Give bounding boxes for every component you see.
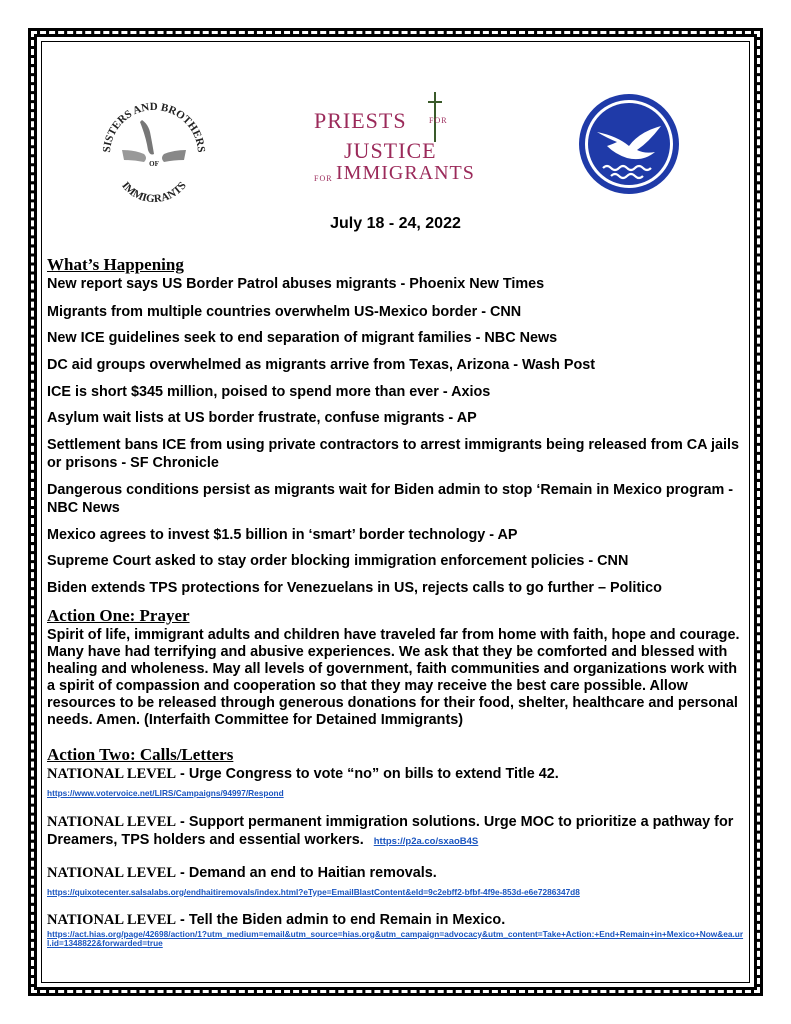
news-item: Asylum wait lists at US border frustrate, confuse migrants - AP (47, 410, 477, 426)
date-range: July 18 - 24, 2022 (330, 215, 461, 232)
call-item (47, 865, 747, 900)
pj-logo-line1: PRIESTS (314, 108, 407, 133)
call-link[interactable]: https://p2a.co/sxaoB4S (373, 835, 479, 847)
call-level: NATIONAL LEVEL (47, 814, 177, 830)
news-item: Supreme Court asked to stay order blocking immigration enforcement policies - CNN (47, 553, 629, 569)
whats-happening-heading: What’s Happening (47, 255, 184, 274)
priests-for-justice-logo (314, 90, 474, 190)
call-link[interactable]: https://quixotecenter.salsalabs.org/endhaitiremovals/index.html?eType=EmailBlastContent&eId=9c2ebff2-bfbf-4f9e-853d-e6e7286347d8 (47, 886, 580, 897)
action-one-heading: Action One: Prayer (47, 606, 190, 625)
news-item: Settlement bans ICE from using private contractors to arrest immigrants being released from CA jails or prisons - SF Chronicle (47, 437, 739, 471)
hand-icon (122, 150, 146, 162)
news-item: Mexico agrees to invest $1.5 billion in ‘smart’ border technology - AP (47, 527, 518, 543)
dove-logo (577, 92, 681, 196)
call-item (47, 766, 747, 801)
hand-icon (140, 120, 154, 155)
svg-text:SISTERS AND BROTHERS (101, 101, 207, 153)
call-item (47, 814, 747, 850)
svg-text:IMMIGRANTS (119, 180, 188, 205)
call-link[interactable]: https://act.hias.org/page/42698/action/1?utm_medium=email&utm_source=hias.org&utm_campaign=advocacy&utm_content=Take+Action:+End+Remain+in+Mexico+Now&ea.url.id=1348822&forwarded=true (47, 928, 744, 948)
pj-logo-line3: IMMIGRANTS (336, 162, 475, 184)
pj-logo-for2: FOR (314, 174, 333, 183)
news-item: ICE is short $345 million, poised to spend more than ever - Axios (47, 384, 491, 400)
sisters-brothers-logo (92, 92, 217, 210)
sb-logo-top-text: SISTERS AND BROTHERS (100, 100, 208, 153)
sb-logo-of-text: OF (149, 160, 159, 168)
pj-logo-for1: FOR (429, 116, 448, 125)
action-two-heading: Action Two: Calls/Letters (47, 745, 234, 764)
call-level: NATIONAL LEVEL (47, 912, 177, 928)
prayer-text: Spirit of life, immigrant adults and children have traveled far from home with faith, hope and courage. Many have had terrifying and abusive experiences. We ask that they be comforted and blessed with healing and wholeness. May all levels of government, faith communities and organizations work with a spirit of compassion and cooperation so that they may receive the best care possible. Allow resources to be released through generous donations for their food, shelter, healthcare and personal needs. Amen. (Interfaith Committee for Detained Immigrants) (47, 627, 740, 728)
news-item: Dangerous conditions persist as migrants wait for Biden admin to stop ‘Remain in Mexico program - NBC News (47, 482, 734, 516)
sb-logo-bottom-text: IMMIGRANTS (119, 179, 189, 206)
call-link[interactable]: https://www.votervoice.net/LIRS/Campaigns/94997/Respond (47, 787, 284, 798)
news-item: Migrants from multiple countries overwhelm US-Mexico border - CNN (47, 304, 522, 320)
hand-icon (162, 150, 186, 162)
news-item: New ICE guidelines seek to end separation of migrant families - NBC News (47, 330, 558, 346)
news-item: New report says US Border Patrol abuses migrants - Phoenix New Times (47, 276, 545, 292)
dove-icon (577, 92, 681, 196)
call-text: - Demand an end to Haitian removals. (176, 865, 437, 881)
news-item: DC aid groups overwhelmed as migrants arrive from Texas, Arizona - Wash Post (47, 357, 596, 373)
news-item: Biden extends TPS protections for Venezuelans in US, rejects calls to go further – Politico (47, 580, 662, 596)
call-text: - Support permanent immigration solutions. Urge MOC to prioritize a pathway for Dreamers, TPS holders and essential workers. (47, 814, 734, 848)
call-text: - Tell the Biden admin to end Remain in Mexico. (176, 912, 506, 928)
call-level: NATIONAL LEVEL (47, 865, 177, 881)
pj-logo-line2: JUSTICE (344, 138, 437, 163)
call-item (47, 912, 747, 951)
call-text: - Urge Congress to vote “no” on bills to extend Title 42. (176, 766, 559, 782)
call-level: NATIONAL LEVEL (47, 766, 177, 782)
